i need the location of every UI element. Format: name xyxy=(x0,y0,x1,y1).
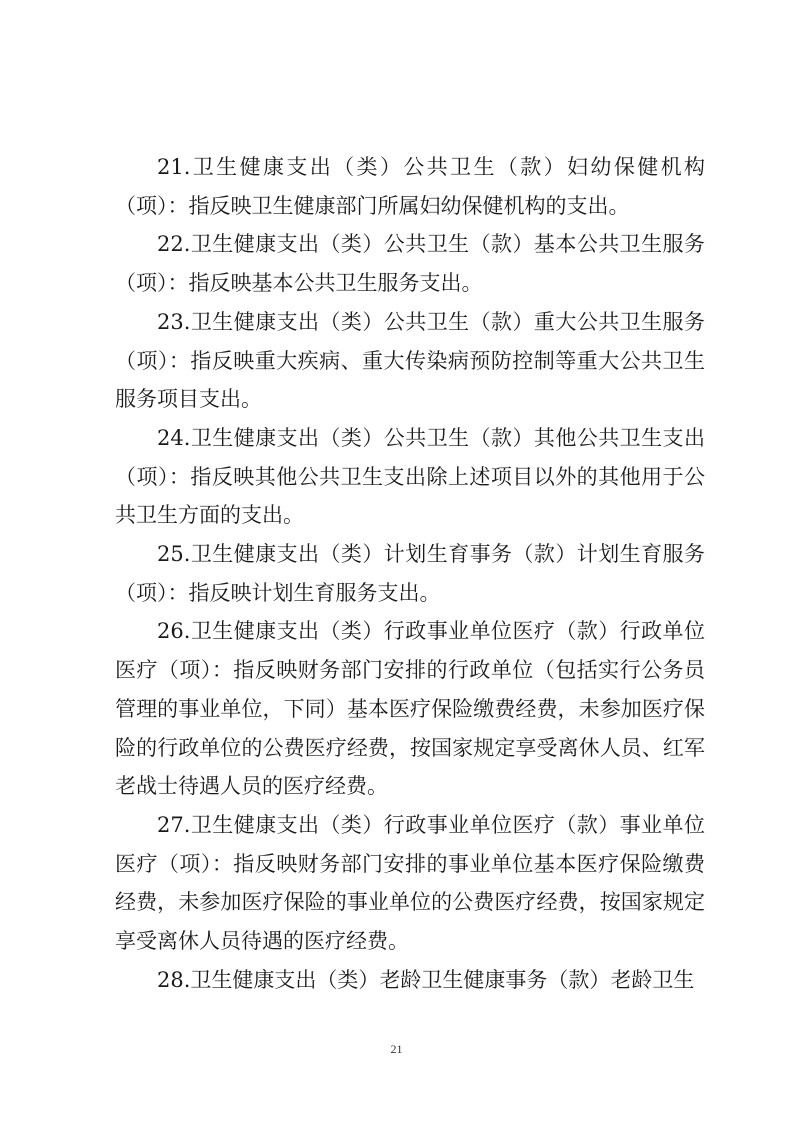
paragraph-item-25: 25.卫生健康支出（类）计划生育事务（款）计划生育服务（项）：指反映计划生育服务支出。 xyxy=(115,542,705,605)
paragraph-item-24: 24.卫生健康支出（类）公共卫生（款）其他公共卫生支出（项）：指反映其他公共卫生支出除上述项目以外的其他用于公共卫生方面的支出。 xyxy=(115,425,705,528)
paragraph-item-26: 26.卫生健康支出（类）行政事业单位医疗（款）行政单位医疗（项）：指反映财务部门安排的行政单位（包括实行公务员管理的事业单位，下同）基本医疗保险缴费经费，未参加医疗保险的行政单位的公费医疗经费，按国家规定享受离休人员、红军老战士待遇人员的医疗经费。 xyxy=(115,619,705,799)
page-number: 21 xyxy=(390,1042,403,1056)
paragraph-item-27: 27.卫生健康支出（类）行政事业单位医疗（款）事业单位医疗（项）：指反映财务部门安排的事业单位基本医疗保险缴费经费，未参加医疗保险的事业单位的公费医疗经费，按国家规定享受离休人员待遇的医疗经费。 xyxy=(115,812,705,954)
document-body xyxy=(115,148,705,999)
paragraph-item-21: 21.卫生健康支出（类）公共卫生（款）妇幼保健机构（项）：指反映卫生健康部门所属妇幼保健机构的支出。 xyxy=(115,155,705,218)
paragraph-item-23: 23.卫生健康支出（类）公共卫生（款）重大公共卫生服务（项）：指反映重大疾病、重大传染病预防控制等重大公共卫生服务项目支出。 xyxy=(115,309,705,412)
paragraph-item-22: 22.卫生健康支出（类）公共卫生（款）基本公共卫生服务（项）：指反映基本公共卫生服务支出。 xyxy=(115,232,705,296)
paragraph-item-28: 28.卫生健康支出（类）老龄卫生健康事务（款）老龄卫生 xyxy=(157,967,695,992)
